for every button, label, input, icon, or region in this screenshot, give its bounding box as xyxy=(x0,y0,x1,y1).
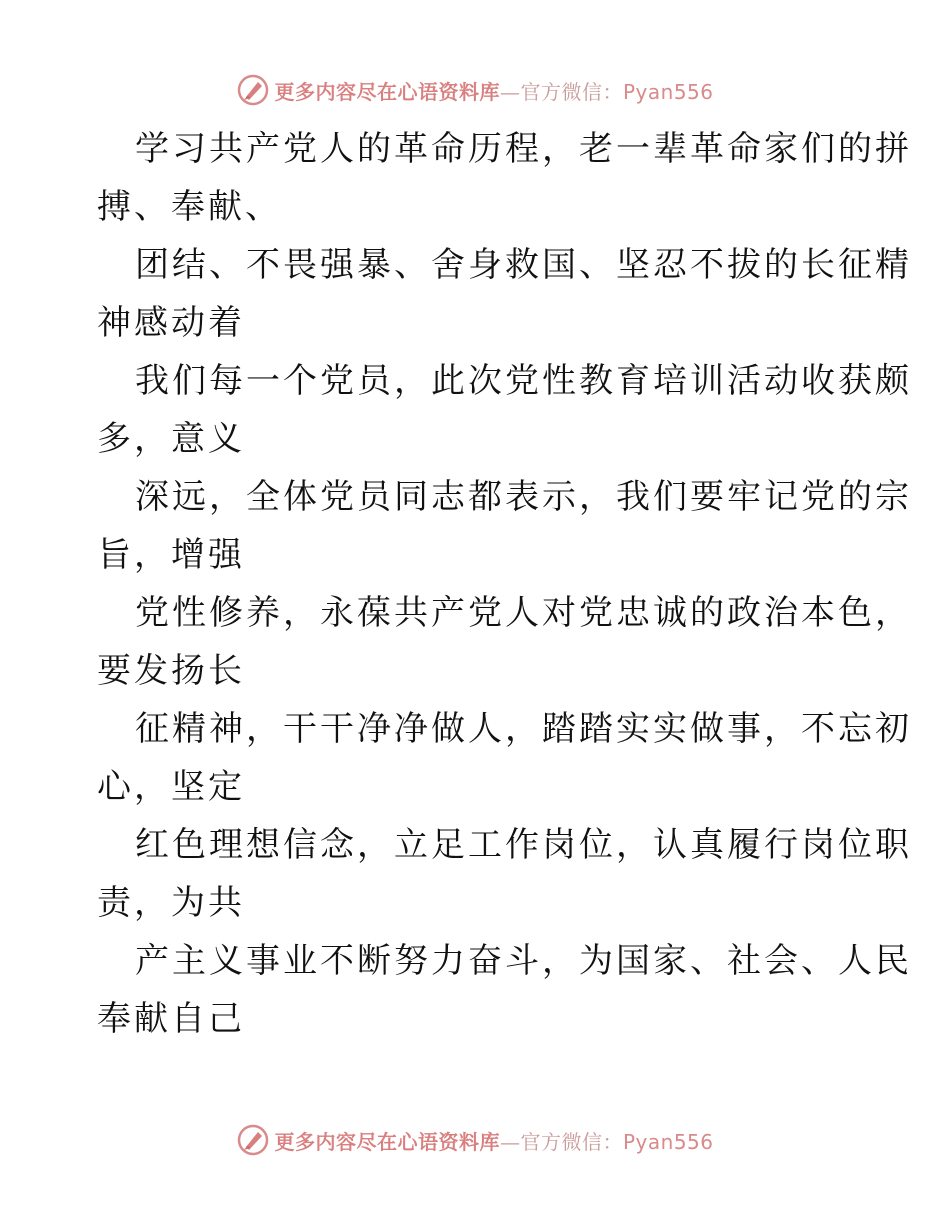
watermark-sub: 官方微信： xyxy=(520,1129,623,1154)
footer-watermark xyxy=(0,1120,950,1160)
paragraph-line: 党性修养，永葆共产党人对党忠诚的政治本色， xyxy=(135,593,912,633)
paragraph-line: 心，坚定 xyxy=(97,767,245,807)
watermark-main: 更多内容尽在心语资料库 xyxy=(274,1129,500,1154)
paragraph-line: 征精神，干干净净做人，踏踏实实做事，不忘初 xyxy=(135,709,912,749)
document-body xyxy=(97,120,912,1048)
paragraph xyxy=(97,120,912,236)
paragraph-line: 旨，增强 xyxy=(97,535,245,575)
paragraph-line: 我们每一个党员，此次党性教育培训活动收获颇 xyxy=(135,361,912,401)
paragraph-line: 神感动着 xyxy=(97,303,245,343)
watermark-dash: — xyxy=(499,79,521,104)
watermark-sub: 官方微信： xyxy=(520,79,623,104)
watermark-main: 更多内容尽在心语资料库 xyxy=(274,79,500,104)
watermark-id: Pyan556 xyxy=(622,79,714,104)
paragraph xyxy=(97,932,912,1048)
paragraph xyxy=(97,352,912,468)
paragraph-line: 奉献自己 xyxy=(97,999,245,1039)
header-watermark xyxy=(0,70,950,110)
paragraph-line: 多，意义 xyxy=(97,419,245,459)
watermark-id: Pyan556 xyxy=(622,1129,714,1154)
paragraph-line: 深远，全体党员同志都表示，我们要牢记党的宗 xyxy=(135,477,912,517)
paragraph-line: 团结、不畏强暴、舍身救国、坚忍不拔的长征精 xyxy=(135,245,912,285)
paragraph xyxy=(97,700,912,816)
paragraph xyxy=(97,816,912,932)
watermark-text xyxy=(274,1126,713,1155)
pen-nib-logo-icon xyxy=(236,73,270,107)
paragraph-line: 学习共产党人的革命历程，老一辈革命家们的拼 xyxy=(135,129,912,169)
paragraph-line: 搏、奉献、 xyxy=(97,187,282,227)
watermark-text xyxy=(274,76,713,105)
paragraph-line: 责，为共 xyxy=(97,883,245,923)
paragraph xyxy=(97,236,912,352)
paragraph-line: 要发扬长 xyxy=(97,651,245,691)
pen-nib-logo-icon xyxy=(236,1123,270,1157)
paragraph-line: 产主义事业不断努力奋斗，为国家、社会、人民 xyxy=(135,941,912,981)
paragraph xyxy=(97,584,912,700)
paragraph xyxy=(97,468,912,584)
paragraph-line: 红色理想信念，立足工作岗位，认真履行岗位职 xyxy=(135,825,912,865)
watermark-dash: — xyxy=(499,1129,521,1154)
